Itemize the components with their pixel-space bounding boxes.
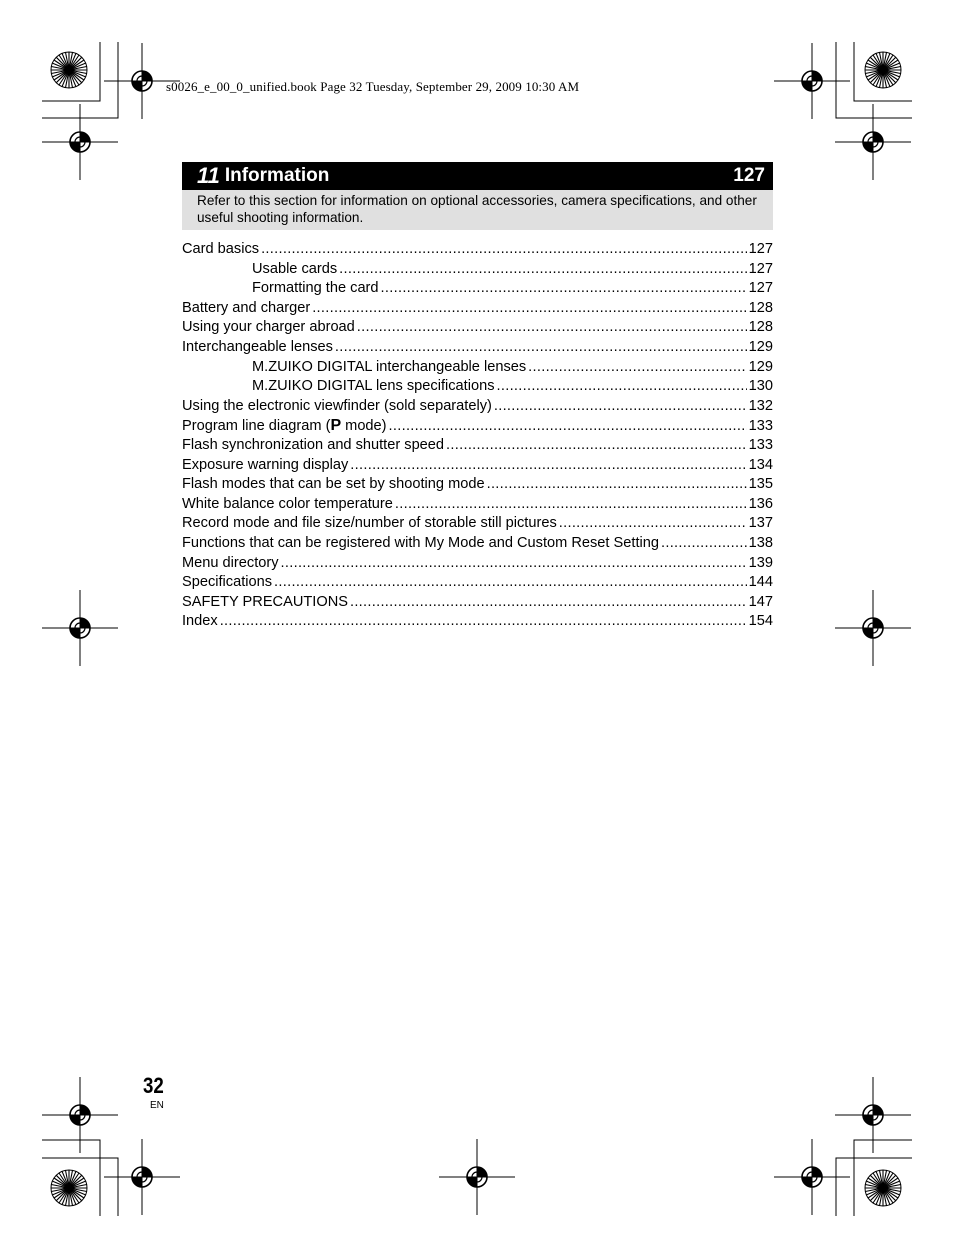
table-of-contents (182, 241, 773, 633)
toc-dot-leader (350, 457, 746, 473)
toc-dot-leader (487, 476, 747, 492)
toc-entry[interactable] (182, 241, 773, 261)
print-info: s0026_e_00_0_unified.book Page 32 Tuesday, September 29, 2009 10:30 AM (166, 79, 580, 94)
toc-entry[interactable] (182, 300, 773, 320)
toc-entry-page: 136 (748, 495, 773, 512)
toc-dot-leader (274, 574, 747, 590)
toc-entry[interactable] (182, 613, 773, 633)
toc-entry-page: 133 (748, 436, 773, 453)
toc-entry-page: 133 (748, 418, 773, 435)
toc-entry-label: Usable cards (252, 260, 338, 277)
section-description: Refer to this section for information on optional accessories, camera specifications, and other useful shooting information. (182, 190, 773, 230)
toc-entry-label: Menu directory (182, 554, 279, 571)
toc-entry[interactable] (182, 496, 773, 516)
toc-dot-leader (497, 378, 747, 394)
toc-entry[interactable] (182, 515, 773, 535)
toc-dot-leader (395, 496, 747, 512)
toc-entry[interactable] (182, 398, 773, 418)
toc-dot-leader (389, 418, 747, 434)
toc-entry-page: 137 (748, 515, 773, 532)
toc-entry-label: Exposure warning display (182, 456, 349, 473)
toc-entry[interactable] (182, 319, 773, 339)
toc-dot-leader (220, 613, 747, 629)
toc-entry[interactable] (182, 555, 773, 575)
toc-entry-page: 127 (748, 280, 773, 297)
toc-entry-page: 144 (748, 574, 773, 591)
toc-entry[interactable] (182, 594, 773, 614)
toc-entry-label: M.ZUIKO DIGITAL interchangeable lenses (252, 358, 527, 375)
toc-dot-leader (381, 280, 747, 296)
toc-entry-label: Formatting the card (252, 280, 379, 297)
toc-entry-page: 127 (748, 260, 773, 277)
toc-entry-label: White balance color temperature (182, 495, 393, 512)
toc-dot-leader (281, 555, 747, 571)
toc-entry[interactable] (182, 417, 773, 437)
toc-entry[interactable] (182, 359, 773, 379)
toc-dot-leader (335, 339, 747, 355)
toc-entry-page: 135 (748, 476, 773, 493)
toc-entry[interactable] (182, 535, 773, 555)
toc-entry-page: 132 (748, 397, 773, 414)
toc-dot-leader (357, 319, 747, 335)
toc-entry-label: Record mode and file size/number of storable still pictures (182, 515, 557, 532)
toc-dot-leader (350, 594, 747, 610)
toc-entry-label: SAFETY PRECAUTIONS (182, 593, 348, 610)
toc-entry-label: Flash synchronization and shutter speed (182, 436, 445, 453)
toc-entry-page: 138 (748, 534, 773, 551)
toc-entry-page: 147 (748, 593, 773, 610)
toc-dot-leader (261, 241, 747, 257)
page-language: EN (150, 1100, 164, 1111)
toc-entry-label: Using your charger abroad (182, 319, 355, 336)
toc-dot-leader (528, 359, 746, 375)
section-number: 11 (197, 163, 220, 188)
toc-entry[interactable] (182, 378, 773, 398)
toc-entry-label: Card basics (182, 241, 260, 257)
toc-entry-page: 139 (748, 554, 773, 571)
toc-entry-label-suffix: mode) (341, 418, 387, 435)
program-mode-icon: P (330, 417, 342, 435)
toc-entry[interactable] (182, 476, 773, 496)
toc-entry[interactable] (182, 261, 773, 281)
toc-entry-page: 128 (748, 299, 773, 316)
toc-dot-leader (559, 515, 747, 531)
toc-entry-page: 129 (748, 338, 773, 355)
toc-entry-page: 128 (748, 319, 773, 336)
section-page: 127 (733, 165, 765, 186)
toc-entry-label-prefix: Program line diagram ( (182, 418, 331, 435)
toc-entry[interactable] (182, 457, 773, 477)
toc-entry-label: Functions that can be registered with My Mode and Custom Reset Setting (182, 534, 659, 551)
toc-entry-label: M.ZUIKO DIGITAL lens specifications (252, 378, 495, 395)
toc-entry-label (182, 417, 387, 435)
toc-entry-page: 127 (748, 241, 773, 257)
toc-dot-leader (339, 261, 746, 277)
section-title: Information (224, 165, 330, 186)
toc-dot-leader (494, 398, 747, 414)
toc-entry-label: Index (182, 613, 218, 630)
toc-entry[interactable] (182, 280, 773, 300)
section-header (182, 162, 773, 190)
toc-entry-page: 154 (748, 613, 773, 630)
toc-entry-page: 129 (748, 358, 773, 375)
toc-entry[interactable] (182, 574, 773, 594)
toc-dot-leader (661, 535, 747, 551)
toc-entry-label: Battery and charger (182, 299, 311, 316)
toc-dot-leader (446, 437, 747, 453)
toc-entry-label: Interchangeable lenses (182, 338, 333, 355)
toc-entry-page: 134 (748, 456, 773, 473)
toc-entry-label: Using the electronic viewfinder (sold separately) (182, 397, 492, 414)
toc-dot-leader (312, 300, 746, 316)
toc-entry[interactable] (182, 437, 773, 457)
toc-entry-label: Flash modes that can be set by shooting mode (182, 476, 485, 493)
toc-entry-label: Specifications (182, 574, 273, 591)
toc-entry-page: 130 (748, 378, 773, 395)
page-number: 32 (143, 1073, 164, 1098)
toc-entry[interactable] (182, 339, 773, 359)
